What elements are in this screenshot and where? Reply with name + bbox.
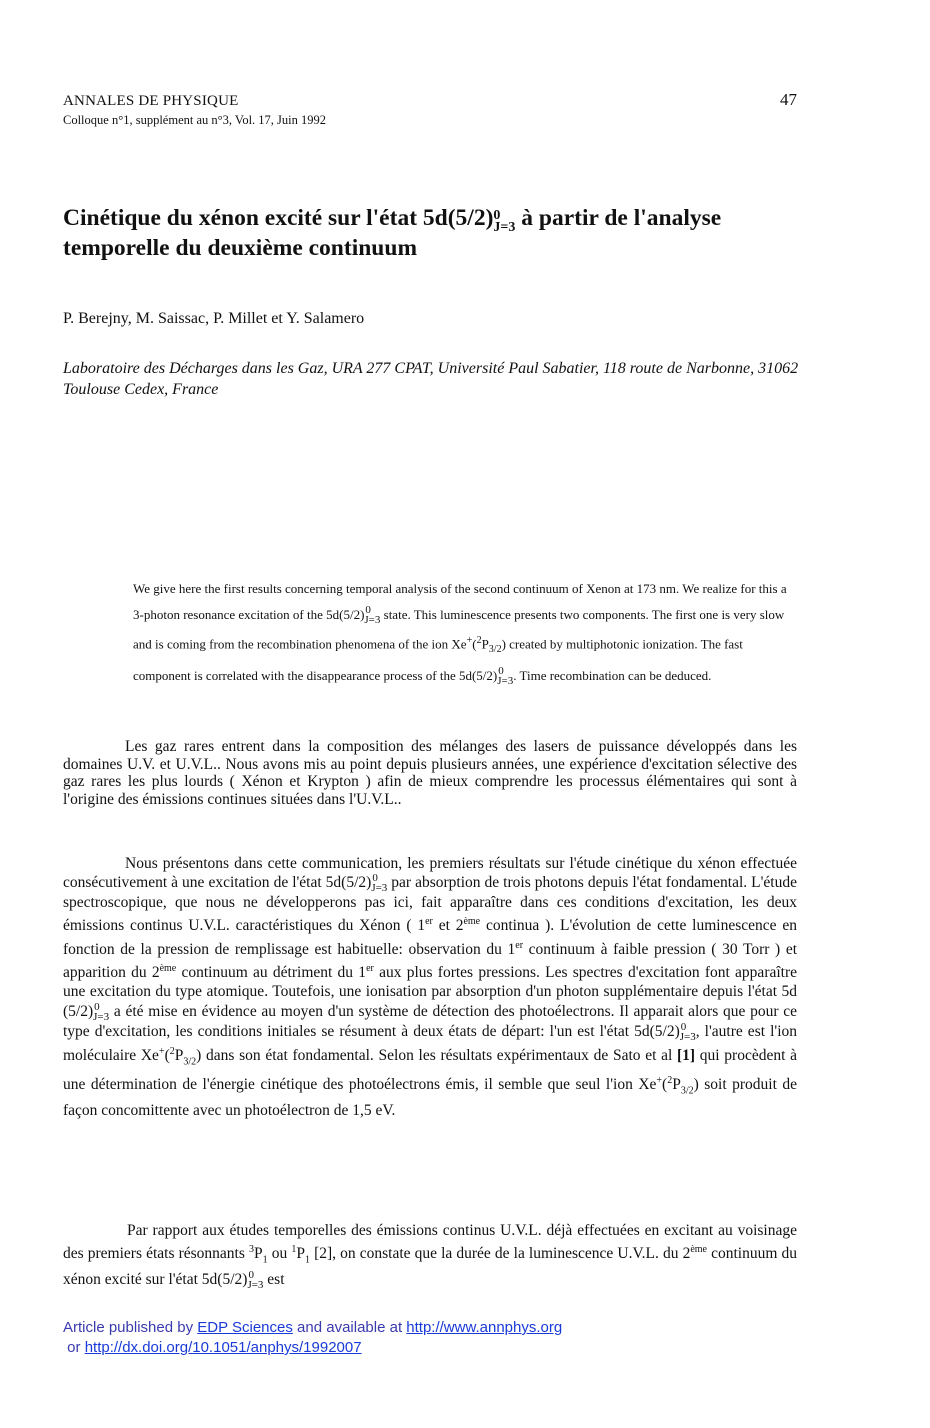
p2-text-b2: et 2: [432, 917, 464, 935]
title-part2: à partir de l'analyse temporelle du deuxième continuum: [63, 205, 722, 261]
paragraph-2: [63, 854, 797, 1120]
title-part1: Cinétique du xénon excité sur l'état 5d(5/2): [63, 205, 494, 231]
authors: P. Berejny, M. Saissac, P. Millet et Y. Salamero: [63, 310, 365, 327]
p3-sup-eme: ème: [690, 1244, 707, 1256]
abstract-text-1: We give here the first results concerning temporal analysis of the second continuum of Xenon at 173 nm. We realize for this a 3-photon resonance excitation of the 5d(5/2): [133, 581, 787, 622]
title-state-sub: J=3: [493, 220, 516, 235]
p2-ion-charge-2: +: [656, 1075, 663, 1087]
footer-text-1: Article published by: [63, 1319, 198, 1336]
p3-sub-2: 1: [304, 1254, 310, 1266]
abstract-state-index-1: [364, 604, 381, 626]
abstract-text-2: state. This luminescence presents two components. The first one is very slow and is coming from the recombination phenomena of the ion Xe: [133, 607, 785, 652]
p2-state-sup-1: 0: [372, 872, 378, 885]
footer-line-1: [63, 1318, 562, 1338]
p3-text-a2: P: [254, 1245, 263, 1263]
p2-text-b5: continuum au détriment du 1: [176, 964, 367, 982]
p2-state-sup-2: 0: [94, 1000, 100, 1013]
p3-state-sub: J=3: [247, 1278, 264, 1291]
p3-text-a4: P: [296, 1245, 305, 1263]
title-state-sup: 0: [493, 208, 501, 223]
p3-sup-1: 3: [249, 1244, 254, 1256]
issue-info: Colloque n°1, supplément au n°3, Vol. 17, Juin 1992: [63, 113, 327, 127]
p2-ion-charge-1: +: [158, 1045, 165, 1057]
p2-sup-er-1: er: [425, 916, 433, 928]
journal-name: ANNALES DE PHYSIQUE: [63, 93, 239, 109]
abstract-paren-open: (: [472, 636, 477, 652]
p3-state-sup: 0: [248, 1268, 254, 1281]
paragraph-3: [63, 1221, 797, 1290]
affiliation: Laboratoire des Décharges dans les Gaz, URA 277 CPAT, Université Paul Sabatier, 118 route de Narbonne, 31062 Toulouse Cedex, France: [63, 360, 799, 398]
p3-sub-1: 1: [262, 1254, 268, 1266]
p2-ion-mult-2: 2: [667, 1075, 673, 1087]
abstract-state-sub-2: J=3: [497, 674, 514, 687]
paper-title: [63, 203, 803, 263]
abstract-ion-charge: +: [466, 635, 473, 646]
p2-text-b6: aux plus fortes pressions. Les spectres d'excitation font apparaître une excitation du type atomique. Toutefois, une ionisation par absorption d'un photon supplémentaire depuis l'état 5d (5/2): [63, 964, 798, 1020]
abstract-ion-term: P: [481, 636, 489, 652]
p2-paren-2: (: [662, 1076, 668, 1094]
p2-ion-j-2: 3/2: [680, 1085, 694, 1097]
p2-text-e2: ) soit produit de façon concomittente avec un photoélectron de 1,5 eV.: [63, 1076, 797, 1119]
page-number: 47: [780, 90, 797, 109]
p2-text-d2: ) dans son état fondamental. Selon les résultats expérimentaux de Sato et al: [196, 1046, 677, 1064]
title-state-index: [493, 208, 516, 235]
p2-state-sub-1: J=3: [371, 882, 388, 895]
p3-text-a5: [2], on constate que la durée de la luminescence U.V.L. du 2: [309, 1245, 691, 1263]
abstract-text-3: ) created by multiphotonic ionization. The fast component is correlated with the disappearance process of the 5d(5/2): [133, 636, 743, 683]
p2-paren-1: (: [164, 1046, 170, 1064]
p2-text-e: qui procèdent à une détermination de l'énergie cinétique des photoélectrons émis, il semble que seul l'ion Xe: [63, 1046, 797, 1094]
footer-text-3: or: [67, 1339, 85, 1356]
publication-footer: [63, 1318, 562, 1358]
edp-sciences-link[interactable]: EDP Sciences: [197, 1319, 293, 1336]
p2-ion-j-1: 3/2: [183, 1055, 197, 1067]
p3-sup-2: 1: [291, 1244, 297, 1256]
abstract: [133, 576, 797, 689]
abstract-state-sup-2: 0: [498, 664, 504, 677]
abstract-ion-j: 3/2: [488, 643, 502, 655]
p2-text-a: Nous présentons dans cette communication, les premiers résultats sur l'étude cinétique du xénon effectuée consécutivement à une excitation de l'état 5d(5/2): [63, 855, 797, 892]
abstract-state-sub-1: J=3: [364, 614, 381, 626]
p2-text-c: a été mise en évidence au moyen d'un système de détection des photoélectrons. Il apparait alors que pour ce type d'excitation, les conditions initiales se résument à deux états de départ: l'un est l'état 5d(5/2): [63, 1002, 797, 1040]
p2-ion-term-2: P: [672, 1076, 681, 1094]
p2-state-index-3: [679, 1020, 696, 1043]
abstract-text-4: . Time recombination can be deduced.: [513, 667, 712, 683]
footer-text-2: and available at: [292, 1319, 407, 1336]
p2-sup-eme-2: ème: [159, 963, 177, 975]
footer-line-2: [63, 1338, 562, 1358]
p2-ion-term-1: P: [174, 1046, 184, 1064]
abstract-ion-multiplicity: 2: [476, 635, 482, 646]
p3-text-a: Par rapport aux études temporelles des émissions continus U.V.L. déjà effectuées en excitant au voisinage des premiers états résonnants: [63, 1222, 797, 1263]
p2-text-b3: continua ). L'évolution de cette luminescence en fonction de la pression de remplissage est habituelle: observation du 1: [63, 917, 797, 958]
p2-text-d: , l'autre est l'ion moléculaire Xe: [63, 1022, 797, 1064]
paragraph-1: [63, 738, 797, 808]
p2-sup-er-3: er: [366, 963, 374, 975]
p3-text-a6: continuum du xénon excité sur l'état 5d(5/2): [63, 1245, 797, 1288]
doi-link[interactable]: http://dx.doi.org/10.1051/anphys/1992007: [84, 1339, 362, 1356]
p2-sup-er-2: er: [515, 939, 524, 951]
p2-state-index-1: [371, 872, 388, 895]
p2-state-sup-3: 0: [680, 1020, 687, 1033]
p2-sup-eme-1: ème: [463, 916, 481, 928]
reference-1[interactable]: [1]: [677, 1046, 696, 1064]
annphys-link[interactable]: http://www.annphys.org: [406, 1319, 563, 1336]
p3-state-index: [247, 1268, 264, 1291]
p2-text-b: par absorption de trois photons depuis l'état fondamental. L'étude spectroscopique, que nous ne développerons pas ici, fait apparaître dans ces conditions d'excitation, les deux émissions continus U.V.L. caractéristiques du Xénon ( 1: [63, 874, 797, 935]
p2-ion-mult-1: 2: [169, 1045, 175, 1057]
p2-state-sub-2: J=3: [93, 1010, 110, 1023]
p2-state-sub-3: J=3: [679, 1030, 696, 1043]
p3-text-a3: ou: [267, 1245, 292, 1263]
abstract-state-sup-1: 0: [365, 604, 371, 616]
p2-state-index-2: [93, 1000, 110, 1023]
abstract-state-index-2: [497, 664, 514, 687]
paragraph-1-text: Les gaz rares entrent dans la composition des mélanges des lasers de puissance développés dans les domaines U.V. et U.V.L.. Nous avons mis au point depuis plusieurs années, une expérience d'excitation sélective des gaz rares les plus lourds ( Xénon et Krypton ) afin de mieux comprendre les processus élémentaires qui sont à l'origine des émissions continues situées dans l'U.V.L..: [63, 738, 797, 808]
p3-text-a7: est: [263, 1270, 285, 1288]
p2-text-b4: continuum à faible pression ( 30 Torr ) et apparition du 2: [63, 940, 797, 982]
